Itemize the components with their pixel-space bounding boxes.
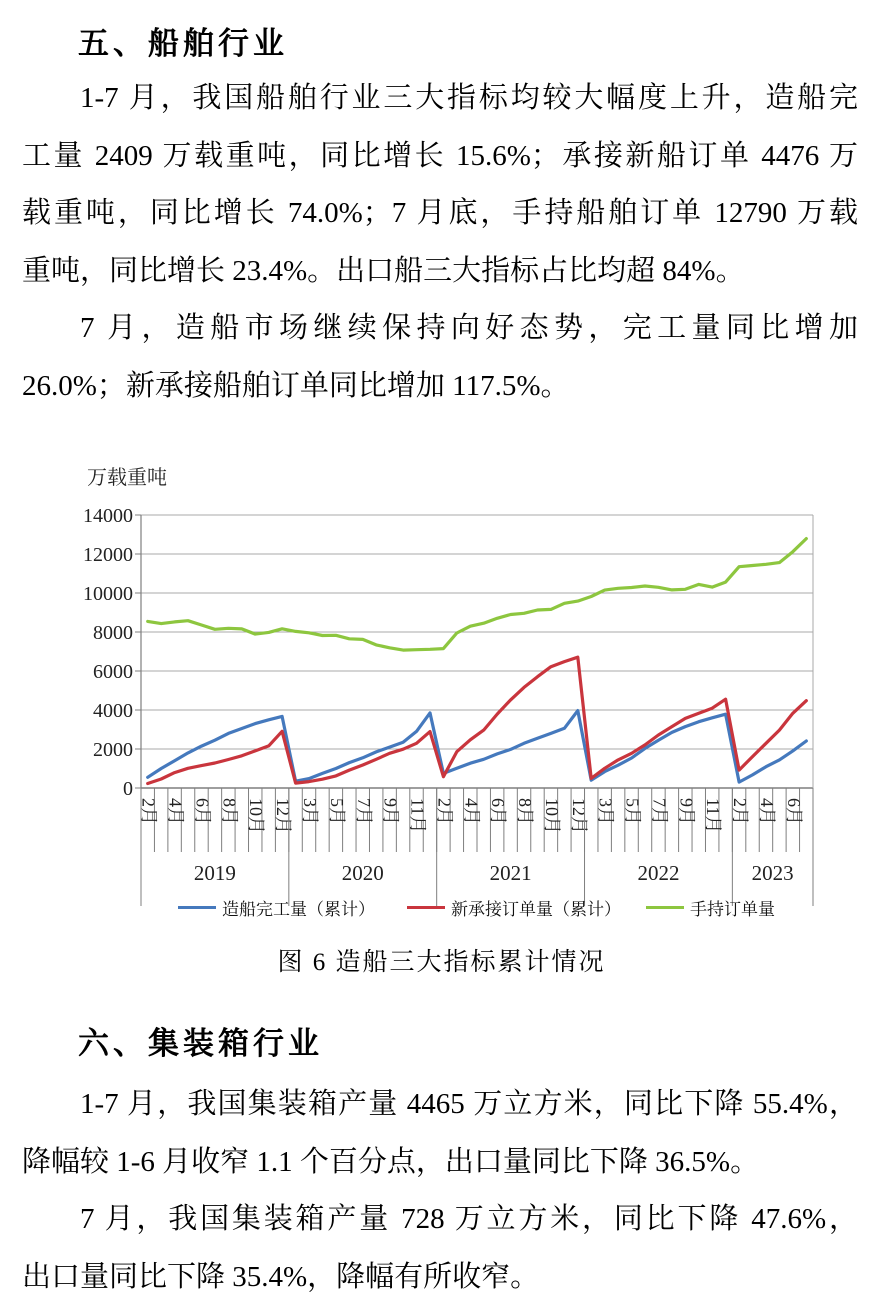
legend-swatch-completions (178, 906, 216, 909)
x-axis-month-label: 2月 (138, 798, 159, 825)
x-axis-month-label: 4月 (165, 798, 186, 825)
section-title-containers: 六、集装箱行业 (78, 1026, 323, 1061)
containers-paragraph-1 (22, 1076, 858, 1191)
legend-item-orderbook (646, 896, 775, 918)
body-line: 出口量同比下降 35.4%，降幅有所收窄。 (22, 1260, 540, 1293)
x-axis-month-label: 5月 (622, 798, 643, 825)
x-axis-month-label: 11月 (407, 798, 428, 834)
body-line: 7 月，我国集装箱产量 728 万立方米，同比下降 47.6%， (80, 1203, 858, 1235)
containers-paragraph-2 (22, 1191, 858, 1306)
y-axis-tick-label: 12000 (83, 544, 133, 566)
x-axis-month-label: 10月 (246, 798, 267, 834)
section-title-ships: 五、船舶行业 (78, 26, 288, 61)
shipbuilding-line-chart (0, 440, 883, 910)
x-axis-month-label: 2月 (434, 798, 455, 825)
x-axis (139, 788, 813, 906)
x-axis-month-label: 3月 (595, 798, 616, 825)
body-line: 降幅较 1-6 月收窄 1.1 个百分点，出口量同比下降 36.5%。 (22, 1145, 760, 1178)
x-axis-month-label: 6月 (488, 798, 509, 825)
y-axis-tick-label: 6000 (93, 661, 133, 683)
legend-swatch-orderbook (646, 906, 684, 909)
legend-item-new-orders (407, 896, 621, 918)
body-line: 工量 2409 万载重吨，同比增长 15.6%；承接新船订单 4476 万 (22, 139, 858, 172)
x-axis-month-label: 10月 (541, 798, 562, 834)
y-axis-tick-label: 0 (123, 778, 133, 800)
body-line: 载重吨，同比增长 74.0%；7 月底，手持船舶订单 12790 万载 (22, 197, 858, 229)
chart-unit-label: 万载重吨 (87, 467, 167, 489)
legend-label-new-orders: 新承接订单量（累计） (451, 899, 621, 919)
ships-paragraph-1 (22, 70, 858, 300)
series-line-2 (148, 539, 807, 651)
y-axis-tick-label: 8000 (93, 622, 133, 644)
x-axis-month-label: 2月 (730, 798, 751, 825)
y-axis-tick-label: 4000 (93, 700, 133, 722)
y-axis-tick-label: 2000 (93, 739, 133, 761)
body-line: 重吨，同比增长 23.4%。出口船三大指标占比均超 84%。 (22, 254, 745, 287)
x-axis-month-label: 9月 (676, 798, 697, 825)
legend-label-orderbook: 手持订单量 (690, 899, 775, 919)
x-axis-month-label: 6月 (192, 798, 213, 825)
x-axis-year-label: 2019 (193, 861, 236, 885)
legend-item-completions (178, 896, 375, 918)
x-axis-month-label: 6月 (783, 798, 804, 825)
x-axis-month-label: 7月 (649, 798, 670, 825)
x-axis-month-label: 4月 (461, 798, 482, 825)
x-axis-year-label: 2023 (751, 861, 794, 885)
x-axis-month-label: 3月 (300, 798, 320, 825)
body-line: 7 月，造船市场继续保持向好态势，完工量同比增加 (80, 312, 858, 344)
x-axis-month-label: 8月 (219, 798, 240, 825)
x-axis-year-label: 2020 (341, 861, 384, 885)
y-axis-tick-label: 10000 (83, 583, 133, 605)
x-axis-month-label: 5月 (326, 798, 347, 825)
series-line-0 (148, 711, 807, 783)
x-axis-month-label: 9月 (380, 798, 401, 825)
chart-legend (0, 896, 883, 918)
y-axis-tick-label: 14000 (83, 505, 133, 527)
body-line: 1-7 月，我国集装箱产量 4465 万立方米，同比下降 55.4%， (80, 1088, 858, 1120)
x-axis-month-label: 7月 (353, 798, 374, 825)
body-line: 1-7 月，我国船舶行业三大指标均较大幅度上升，造船完 (80, 82, 858, 114)
legend-label-completions: 造船完工量（累计） (222, 899, 375, 919)
x-axis-month-label: 4月 (756, 798, 777, 825)
x-axis-month-label: 8月 (515, 798, 536, 825)
body-line: 26.0%；新承接船舶订单同比增加 117.5%。 (22, 369, 570, 402)
ships-paragraph-2 (22, 300, 858, 415)
x-axis-year-label: 2022 (637, 861, 680, 885)
legend-swatch-new-orders (407, 906, 445, 909)
gridlines (83, 505, 813, 800)
x-axis-month-label: 12月 (568, 798, 589, 834)
x-axis-year-label: 2021 (489, 861, 532, 885)
x-axis-month-label: 11月 (703, 798, 724, 834)
x-axis-month-label: 12月 (273, 798, 294, 834)
figure-caption: 图 6 造船三大指标累计情况 (277, 949, 606, 976)
